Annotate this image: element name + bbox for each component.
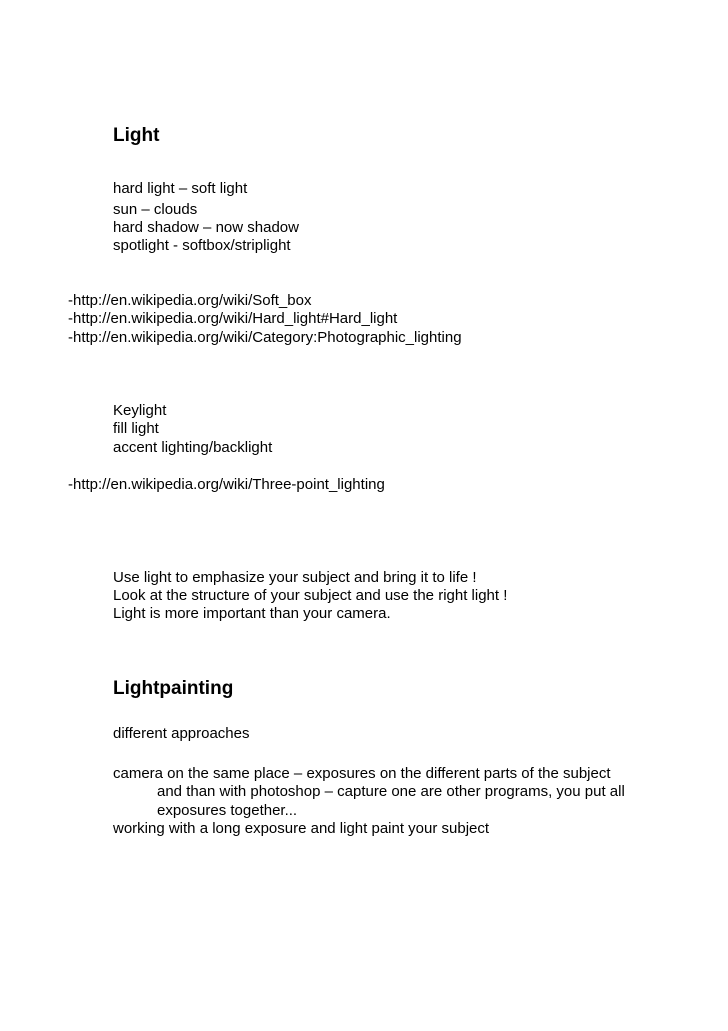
approach-2: working with a long exposure and light paint your subject (113, 820, 490, 837)
tip-line-3: Light is more important than your camera. (113, 605, 391, 622)
heading-lightpainting: Lightpainting (113, 678, 234, 699)
lightpainting-intro: different approaches (113, 725, 250, 742)
three-point-item-fill: fill light (113, 420, 159, 437)
link-soft-box: -http://en.wikipedia.org/wiki/Soft_box (68, 292, 312, 309)
light-pair-1: hard light – soft light (113, 180, 248, 197)
three-point-item-keylight: Keylight (113, 402, 167, 419)
three-point-item-accent: accent lighting/backlight (113, 439, 273, 456)
tip-line-1: Use light to emphasize your subject and bring it to life ! (113, 569, 477, 586)
light-pair-4: spotlight - softbox/striplight (113, 237, 291, 254)
heading-light: Light (113, 125, 160, 146)
approach-1-first-line: camera on the same place – exposures on the different parts of the subject (113, 765, 611, 782)
link-hard-light: -http://en.wikipedia.org/wiki/Hard_light#Hard_light (68, 310, 398, 327)
link-three-point-lighting: -http://en.wikipedia.org/wiki/Three-point_lighting (68, 476, 385, 493)
light-pair-3: hard shadow – now shadow (113, 219, 299, 236)
approach-1-continuation-2: exposures together... (157, 802, 298, 819)
approach-1-continuation-1: and than with photoshop – capture one are other programs, you put all (157, 783, 625, 800)
link-photographic-lighting: -http://en.wikipedia.org/wiki/Category:Photographic_lighting (68, 329, 462, 346)
tip-line-2: Look at the structure of your subject and use the right light ! (113, 587, 508, 604)
light-pair-2: sun – clouds (113, 201, 198, 218)
